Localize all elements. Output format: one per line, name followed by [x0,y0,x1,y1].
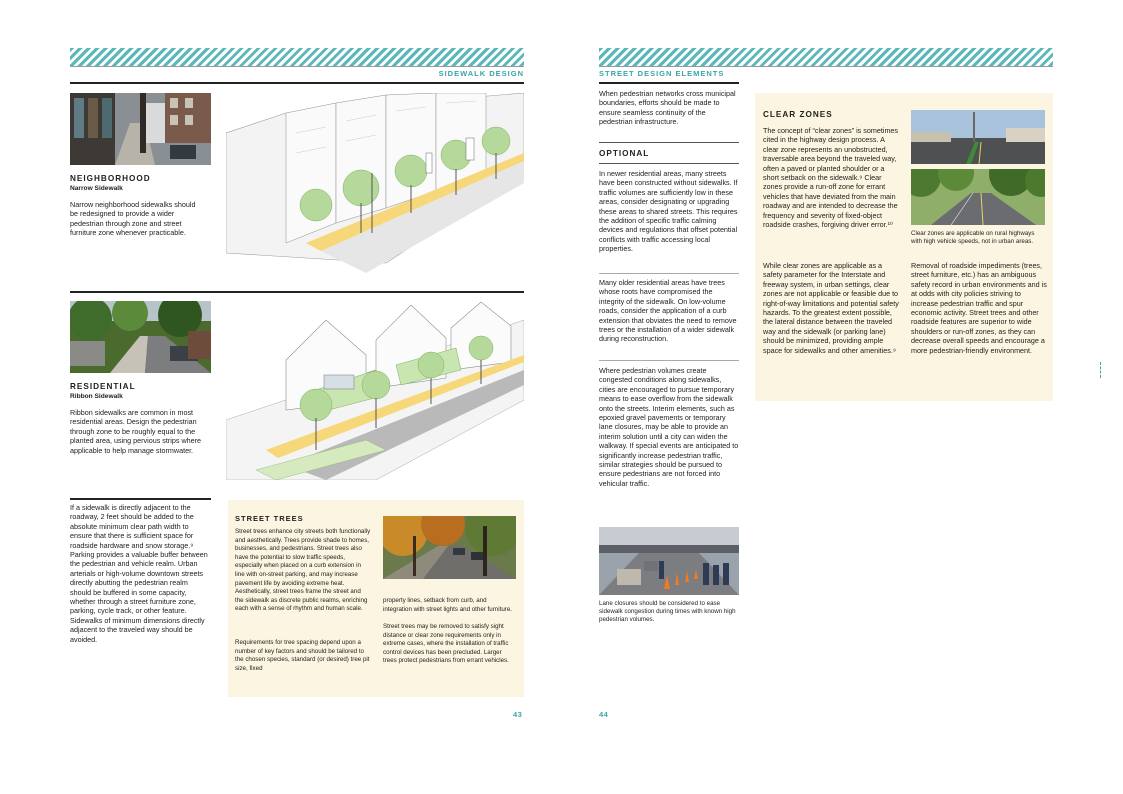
optional-rule-3 [599,273,739,274]
section-label: SIDEWALK DESIGN [438,69,524,78]
lane-closure-photo [599,527,739,595]
residential-subtitle: Ribbon Sidewalk [70,393,123,400]
street-trees-photo [383,516,516,579]
left-header-rule [70,66,524,67]
right-header-rule [599,66,1053,67]
optional-rule [599,142,739,143]
right-header-band [599,48,1053,66]
intro-text: When pedestrian networks cross municipal boundaries, efforts should be made to ensure seamless continuity of the pedestrian infrastructure. [599,89,736,127]
lane-closure-caption: Lane closures should be considered to ease sidewalk congestion during times with known high pedestrian volumes. [599,600,736,623]
clear-zones-p2: While clear zones are applicable as a safety parameter for the Interstate and freeway system, in urban settings, clear zones are not applicable or feasible due to right-of-way limitations and potential safety hazards. To the greatest extent possible, the lateral distance between the traveled way and the sidewalk (or parking lane) should be minimized, providing ample space for sidewalks and other amenities.⁹ [763,261,899,355]
right-section-divider [599,82,739,84]
optional-p3: Where pedestrian volumes create congested conditions along sidewalks, cities are encouraged to pursue temporary means to ease overflow from the sidewalk onto the streets. Interim elements, such as epoxied gravel pavements or temporary lane closures, may be able to provide an interim solution until a city can widen the walkway. If special events are anticipated to significantly increase pedestrian traffic, similar strategies should be pursued to ensure pedestrians are not forced into vehicular traffic. [599,366,739,488]
section-divider-2 [70,291,524,293]
clear-zones-photo-caption: Clear zones are applicable on rural highways with high vehicle speeds, not in urban areas. [911,230,1035,245]
street-trees-p2: Requirements for tree spacing depend upon a number of key factors and should be tailored to the chosen species, standard (or desired) tree pit size, fixed [235,639,370,672]
street-trees-p4: Street trees may be removed to satisfy sight distance or clear zone requirements only in extreme cases, where the installation of traffic control devices has been precluded. Larger trees protect pedestrians from errant vehicles. [383,623,509,665]
narrow-sidewalk-illustration [226,93,524,273]
rural-highway-photo-1 [911,110,1045,164]
adjacent-text-rule [70,498,211,500]
neighborhood-sidewalk-photo [70,93,211,165]
clear-zones-title: CLEAR ZONES [763,110,833,119]
optional-rule-2 [599,163,739,164]
street-trees-p3: property lines, setback from curb, and integration with street lights and other furniture. [383,597,512,613]
street-trees-title: STREET TREES [235,514,304,523]
section-divider [70,82,524,84]
clear-zones-p1: The concept of “clear zones” is sometimes cited in the highway design process. A clear zone represents an unobstructed, traversable area beyond the traveled way, often a paved or planted shoulder or a short setback on the sidewalk.⁹ Clear zones provide a run-off zone for errant vehicles that have deviated from the main roadway and are intended to decrease the frequency and severity of fixed-object roadside crashes, forgiving driver error.¹⁰ [763,126,899,230]
rural-highway-photo-2 [911,169,1045,225]
optional-rule-4 [599,360,739,361]
neighborhood-subtitle: Narrow Sidewalk [70,185,123,192]
residential-title: RESIDENTIAL [70,382,136,391]
section-label-right: STREET DESIGN ELEMENTS [599,69,725,78]
left-header-band [70,48,524,66]
adjacent-roadway-text: If a sidewalk is directly adjacent to the roadway, 2 feet should be added to the absolute minimum clear path width to ensure that there is sufficient space for roadside hardware and snow storage.⁹ Parking provides a valuable buffer between the pedestrian and vehicle realm. Urban arterials or high-volume downtown streets directly abutting the pedestrian realm should be buffered in some capacity, whether through a street furniture zone, parking, cycle track, or other feature. Sidewalks of minimum dimensions directly adjacent to the traveled way should be avoided. [70,503,208,644]
street-trees-p1: Street trees enhance city streets both functionally and aesthetically. Trees provide shade to homes, businesses, and pedestrians. Street trees also have the potential to slow traffic speeds, especially when placed on a curb extension in line with on-street parking, and may increase pavement life by avoiding extreme heat. Aesthetically, street trees frame the street and the sidewalk as discrete public realms, enriching each with a sense of rhythm and human scale. [235,528,371,613]
residential-sidewalk-photo [70,301,211,373]
clear-zones-p3: Removal of roadside impediments (trees, street furniture, etc.) has an ambiguous safety record in urban environments and is at odds with city policies striving to increase pedestrian traffic and spur economic activity. Street trees and other roadside features are superior to wide shoulders or run-off zones, as they can decrease overall speeds and encourage a more pedestrian-friendly environment. [911,261,1047,355]
optional-p2: Many older residential areas have trees whose roots have compromised the integrity of the sidewalk. On low-volume roads, consider the application of a curb extension that obviates the need to remove trees or the installation of a wider sidewalk during reconstruction. [599,278,737,344]
ribbon-sidewalk-illustration [226,300,524,480]
page-edge-marker [1100,362,1102,378]
neighborhood-body: Narrow neighborhood sidewalks should be redesigned to provide a wider pedestrian through zone and street furniture zone whenever practicable. [70,200,196,238]
optional-title: OPTIONAL [599,149,650,158]
optional-p1: In newer residential areas, many streets have been constructed without sidewalks. If traffic volumes are sufficiently low in these areas, consider designating or upgrading these areas to shared streets. This requires the addition of specific traffic calming devices and regulations that offset potential conflicts with traffic accessing local properties. [599,169,738,254]
neighborhood-title: NEIGHBORHOOD [70,174,151,183]
page-number-right: 44 [599,710,609,719]
page-number-left: 43 [513,710,523,719]
residential-body: Ribbon sidewalks are common in most residential areas. Design the pedestrian through zone to be roughly equal to the planted area, using pervious strips where applicable to help manage stormwater. [70,408,202,455]
